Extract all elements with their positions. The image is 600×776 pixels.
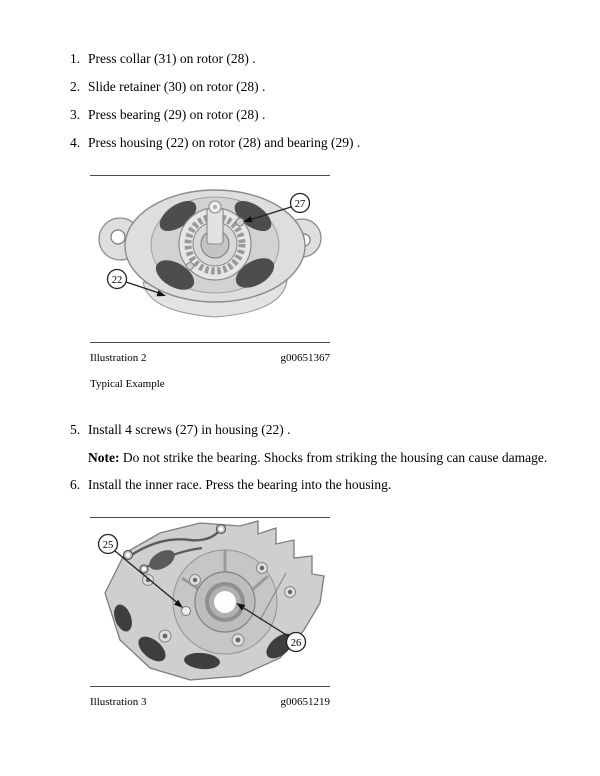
step-6 bbox=[70, 476, 570, 493]
step-text: Slide retainer (30) on rotor (28) . bbox=[88, 79, 266, 94]
figure-image-alternator-front bbox=[90, 175, 330, 343]
callout-27-label: 27 bbox=[294, 198, 306, 210]
figure-id: g00651219 bbox=[280, 696, 330, 708]
callout-26-label: 26 bbox=[290, 637, 302, 649]
step-number: 6. bbox=[70, 477, 81, 492]
figure-caption: Illustration 3 bbox=[90, 696, 147, 708]
figure-caption: Illustration 2 bbox=[90, 352, 147, 364]
step-text: Press bearing (29) on rotor (28) . bbox=[88, 107, 266, 122]
note bbox=[88, 449, 570, 466]
figure-illustration-2 bbox=[90, 175, 330, 391]
figure-image-alternator-rear bbox=[90, 517, 330, 687]
step-1 bbox=[70, 50, 570, 67]
step-3 bbox=[70, 106, 570, 123]
alternator-rear-drawing bbox=[90, 518, 330, 686]
step-text: Press collar (31) on rotor (28) . bbox=[88, 51, 256, 66]
step-5 bbox=[70, 421, 570, 438]
step-number: 5. bbox=[70, 422, 81, 437]
step-text: Press housing (22) on rotor (28) and bearing (29) . bbox=[88, 135, 361, 150]
callout-22-label: 22 bbox=[111, 274, 123, 286]
alternator-front-drawing bbox=[90, 176, 330, 342]
step-2 bbox=[70, 78, 570, 95]
callout-25-label: 25 bbox=[102, 539, 114, 551]
step-text: Install the inner race. Press the bearing into the housing. bbox=[88, 477, 392, 492]
step-4 bbox=[70, 134, 570, 151]
step-number: 3. bbox=[70, 107, 81, 122]
figure-subcaption: Typical Example bbox=[90, 378, 165, 390]
figure-id: g00651367 bbox=[280, 352, 330, 364]
note-label: Note: bbox=[88, 450, 120, 465]
step-number: 2. bbox=[70, 79, 81, 94]
figure-illustration-3 bbox=[90, 517, 330, 709]
step-number: 1. bbox=[70, 51, 81, 66]
step-number: 4. bbox=[70, 135, 81, 150]
note-text: Do not strike the bearing. Shocks from striking the housing can cause damage. bbox=[119, 450, 548, 465]
step-text: Install 4 screws (27) in housing (22) . bbox=[88, 422, 291, 437]
